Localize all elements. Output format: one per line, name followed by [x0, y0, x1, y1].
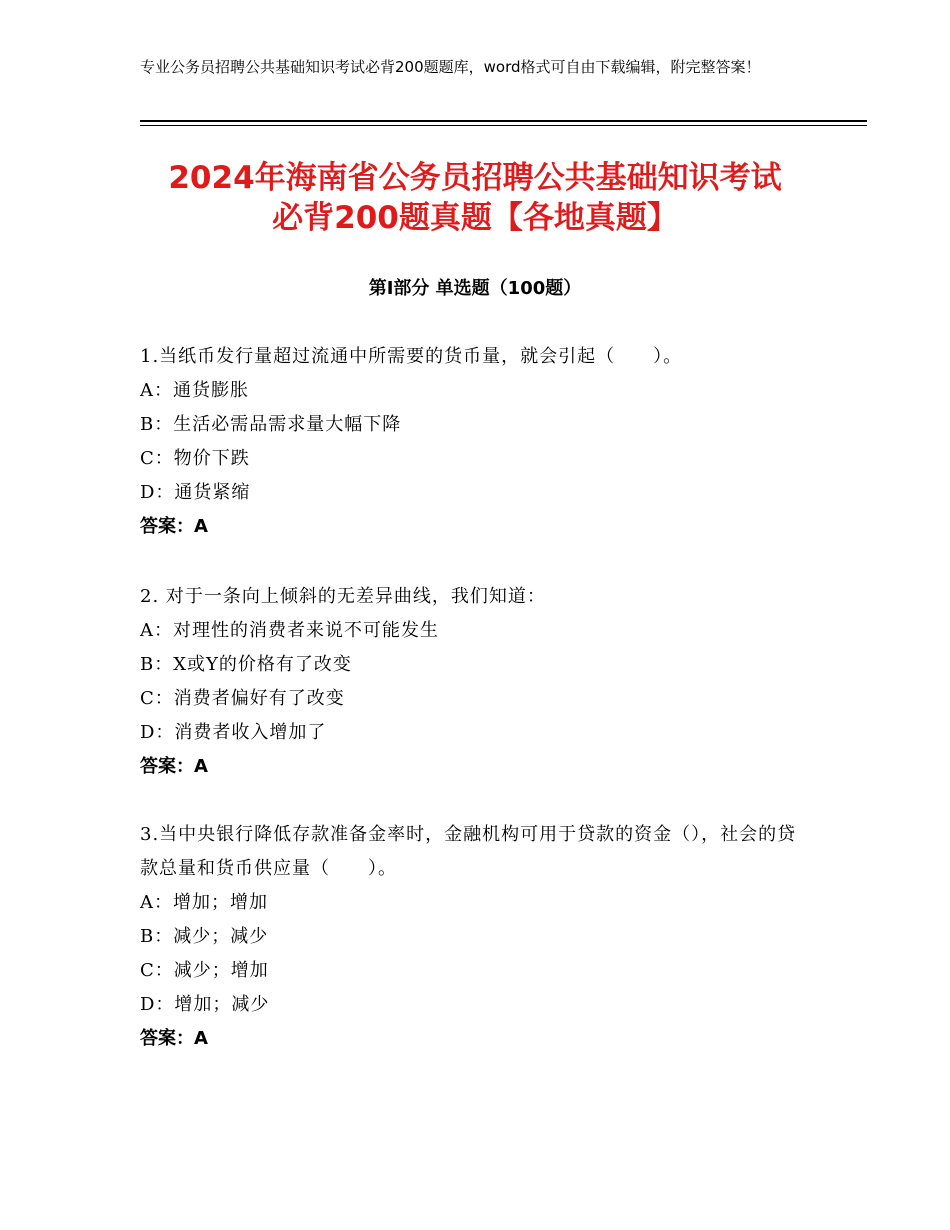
option-d: D：增加；减少 — [140, 994, 270, 1015]
answer: 答案：A — [140, 756, 208, 777]
answer: 答案：A — [140, 516, 208, 537]
question-stem: 3.当中央银行降低存款准备金率时，金融机构可用于贷款的资金（），社会的贷款总量和货币供应量（ ）。 — [140, 824, 797, 879]
question-stem: 2. 对于一条向上倾斜的无差异曲线，我们知道： — [140, 586, 546, 607]
question-2 — [140, 580, 810, 784]
title-line-1: 2024年海南省公务员招聘公共基础知识考试 — [168, 160, 782, 196]
option-c: C：物价下跌 — [140, 448, 250, 469]
header-rule — [140, 120, 867, 122]
section-heading: 第Ⅰ部分 单选题（100题） — [368, 278, 582, 299]
option-b: B：减少；减少 — [140, 926, 269, 947]
option-d: D：消费者收入增加了 — [140, 722, 327, 743]
option-d: D：通货紧缩 — [140, 482, 251, 503]
header-rule-thin — [140, 125, 867, 126]
option-a: A：增加；增加 — [140, 892, 268, 913]
question-stem: 1.当纸币发行量超过流通中所需要的货币量，就会引起（ ）。 — [140, 346, 683, 367]
header-note: 专业公务员招聘公共基础知识考试必背200题题库，word格式可自由下载编辑，附完整答案！ — [140, 58, 761, 76]
option-c: C：减少；增加 — [140, 960, 269, 981]
title-line-2: 必背200题真题【各地真题】 — [272, 200, 678, 236]
question-3 — [140, 818, 810, 1056]
document-title — [100, 158, 850, 238]
option-b: B：X或Y的价格有了改变 — [140, 654, 352, 675]
answer: 答案：A — [140, 1028, 208, 1049]
question-1 — [140, 340, 810, 544]
option-a: A：对理性的消费者来说不可能发生 — [140, 620, 439, 641]
option-b: B：生活必需品需求量大幅下降 — [140, 414, 402, 435]
option-c: C：消费者偏好有了改变 — [140, 688, 345, 709]
option-a: A：通货膨胀 — [140, 380, 249, 401]
